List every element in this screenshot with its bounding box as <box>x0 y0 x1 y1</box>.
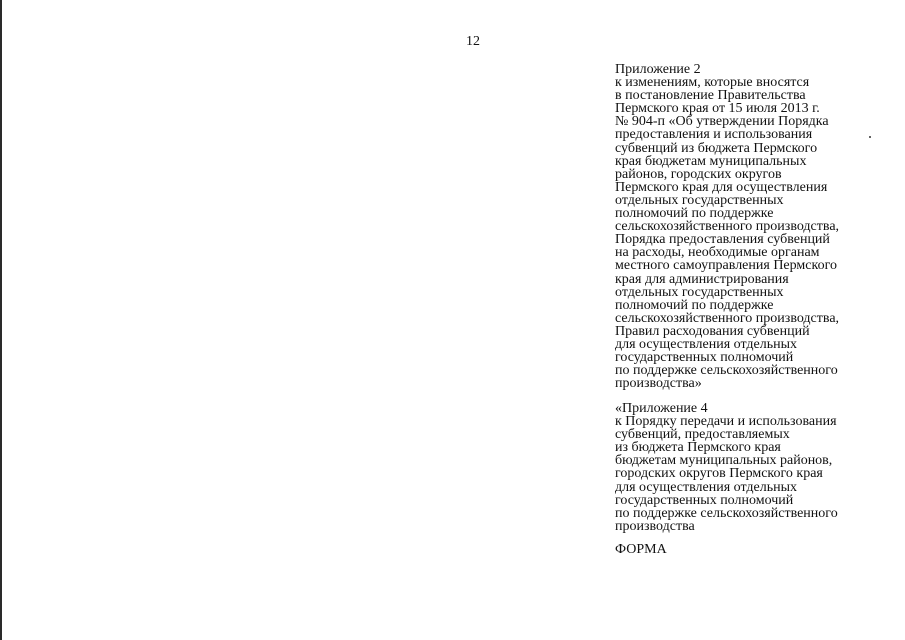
page-number: 12 <box>466 34 480 49</box>
page-left-edge <box>0 0 2 640</box>
appendix-4-heading: «Приложение 4 к Порядку передачи и использования субвенций, предоставляемых из бюджета Пермского края бюджетам муниципальных районов, городских округов Пермского края для осуществления отдельных государственных полномочий по поддержке сельскохозяйственного производства <box>615 401 838 534</box>
scan-speck <box>869 136 871 138</box>
appendix-2-heading: Приложение 2 к изменениям, которые вносятся в постановление Правительства Пермского края от 15 июля 2013 г. № 904-п «Об утверждении Порядка предоставления и использования субвенций из бюджета Пермского края бюджетам муниципальных районов, городских округов Пермского края для осуществления отдельных государственных полномочий по поддержке сельскохозяйственного производства, Порядка предоставления субвенций на расходы, необходимые органам местного самоуправления Пермского края для администрирования отдельных государственных полномочий по поддержке сельскохозяйственного производства, Правил расходования субвенций для осуществления отдельных государственных полномочий по поддержке сельскохозяйственного производства» <box>615 62 840 392</box>
form-label: ФОРМА <box>615 542 667 557</box>
